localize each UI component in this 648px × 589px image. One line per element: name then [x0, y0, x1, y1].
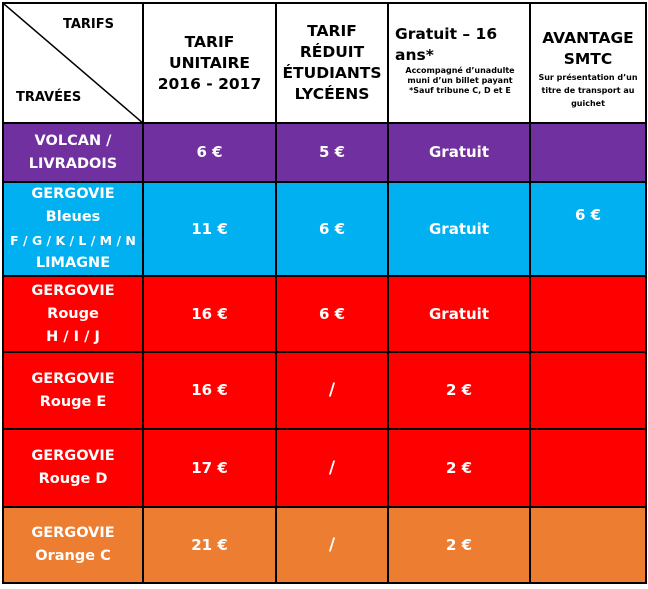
- table-row: [3, 123, 646, 182]
- zone-line: LIMAGNE: [35, 255, 111, 271]
- zone-line: VOLCAN /: [34, 132, 112, 149]
- unitaire-cell: 16 €: [143, 352, 276, 429]
- reduit-cell: 5 €: [276, 123, 388, 182]
- header-reduit-line: RÉDUIT: [299, 43, 365, 61]
- header-unitaire-line: TARIF: [184, 32, 235, 51]
- zone-line: GERGOVIE: [31, 370, 115, 387]
- avantage-cell: [530, 123, 646, 182]
- reduit-cell: 6 €: [276, 182, 388, 276]
- table-row: [3, 182, 646, 276]
- zone-line: F / G / K / L / M / N: [10, 233, 136, 248]
- reduit-cell: /: [276, 352, 388, 429]
- header-unitaire-line: UNITAIRE: [169, 53, 250, 72]
- header-reduit-line: TARIF: [307, 22, 357, 40]
- zone-line: Orange C: [35, 548, 111, 564]
- header-gratuit-note: Accompagné d’unadulte: [405, 66, 515, 75]
- tarifs-table: [2, 2, 647, 584]
- zone-line: LIVRADOIS: [28, 155, 118, 172]
- header-avantage-title: SMTC: [563, 50, 613, 68]
- avantage-cell: [530, 276, 646, 352]
- unitaire-cell: 17 €: [143, 429, 276, 507]
- corner-cell: [3, 3, 143, 123]
- unitaire-cell: 21 €: [143, 507, 276, 583]
- unitaire-cell: 11 €: [143, 182, 276, 276]
- reduit-cell: /: [276, 507, 388, 583]
- zone-line: GERGOVIE: [31, 186, 115, 202]
- header-avantage-title: AVANTAGE: [542, 29, 634, 47]
- zone-line: GERGOVIE: [31, 525, 115, 541]
- zone-line: Rouge: [47, 305, 99, 322]
- gratuit-cell: Gratuit: [388, 123, 530, 182]
- zone-line: Bleues: [45, 209, 101, 225]
- header-gratuit: [388, 3, 530, 123]
- header-avantage: [530, 3, 646, 123]
- gratuit-cell: 2 €: [388, 507, 530, 583]
- header-reduit-line: ÉTUDIANTS: [282, 64, 382, 82]
- zone-cell: [3, 429, 143, 507]
- header-unitaire-line: 2016 - 2017: [157, 74, 262, 93]
- header-gratuit-title: ans*: [395, 46, 434, 64]
- zone-line: Rouge E: [39, 393, 107, 410]
- header-unitaire: [143, 3, 276, 123]
- header-reduit-line: LYCÉENS: [294, 85, 370, 103]
- table-row: [3, 507, 646, 583]
- zone-cell: [3, 352, 143, 429]
- avantage-cell: [530, 507, 646, 583]
- header-gratuit-note: muni d’un billet payant: [407, 76, 513, 85]
- gratuit-cell: Gratuit: [388, 276, 530, 352]
- header-avantage-note: titre de transport au: [541, 86, 635, 95]
- header-avantage-note: Sur présentation d’un: [538, 73, 638, 82]
- zone-cell: [3, 123, 143, 182]
- header-gratuit-title: Gratuit – 16: [395, 25, 498, 43]
- zone-line: Rouge D: [38, 471, 108, 487]
- zone-line: GERGOVIE: [31, 448, 115, 464]
- zone-cell: [3, 276, 143, 352]
- corner-top-label: TARIFS: [62, 17, 114, 32]
- header-row: [3, 3, 646, 123]
- gratuit-cell: Gratuit: [388, 182, 530, 276]
- header-avantage-note: guichet: [571, 99, 605, 108]
- header-reduit: [276, 3, 388, 123]
- corner-bottom-label: TRAVÉES: [16, 90, 82, 105]
- reduit-cell: 6 €: [276, 276, 388, 352]
- table-row: [3, 429, 646, 507]
- unitaire-cell: 16 €: [143, 276, 276, 352]
- zone-cell: [3, 507, 143, 583]
- table-row: [3, 276, 646, 352]
- avantage-cell: [530, 352, 646, 429]
- gratuit-cell: 2 €: [388, 429, 530, 507]
- table-row: [3, 352, 646, 429]
- zone-line: GERGOVIE: [31, 282, 115, 299]
- zone-cell: [3, 182, 143, 276]
- zone-line: H / I / J: [46, 328, 100, 345]
- avantage-cell: [530, 429, 646, 507]
- header-gratuit-note: *Sauf tribune C, D et E: [409, 86, 511, 95]
- gratuit-cell: 2 €: [388, 352, 530, 429]
- reduit-cell: /: [276, 429, 388, 507]
- avantage-cell: 6 €: [530, 182, 646, 276]
- unitaire-cell: 6 €: [143, 123, 276, 182]
